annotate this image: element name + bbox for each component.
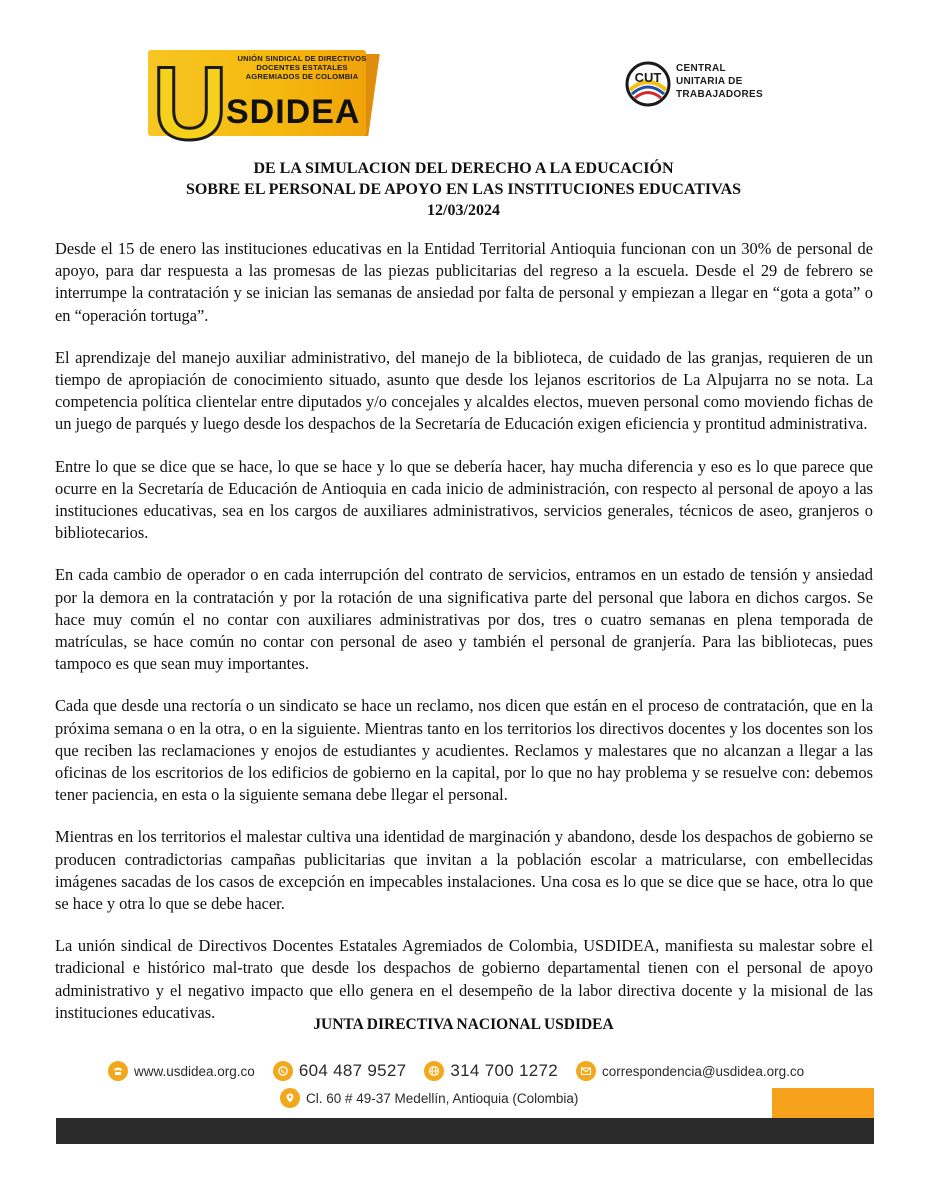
- paragraph: Entre lo que se dice que se hace, lo que se hace y lo que se debería hacer, hay mucha diferencia y eso es lo que parece que ocurre en la Secretaría de Educación de Antioquia en cada inicio de administración, con respecto al personal de apoyo a las instituciones educativas, sea en los cargos de auxiliares administrativos, servicios generales, técnicos de aseo, granjeros o bibliotecarios.: [55, 456, 873, 543]
- footer-address: [280, 1086, 596, 1110]
- logo-letter-u: U: [152, 46, 228, 162]
- cut-name-line: UNITARIA DE: [676, 76, 743, 87]
- email-text: correspondencia@usdidea.org.co: [602, 1063, 805, 1079]
- paragraph: El aprendizaje del manejo auxiliar administrativo, del manejo de la biblioteca, de cuidado de las granjas, requieren de un tiempo de apropiación de conocimiento situado, asunto que desde los lejanos escritorios de La Alpujarra no se nota. La competencia política clientelar entre diputados y/o concejales y alcaldes electos, mueven personal como moviendo fichas de un juego de parqués y luego desde los despachos de la Secretaría de Educación exigen eficiencia y prontitud administrativa.: [55, 347, 873, 434]
- footer-phone-2[interactable]: [424, 1061, 558, 1081]
- title-line-1: DE LA SIMULACION DEL DERECHO A LA EDUCACIÓN: [253, 160, 674, 177]
- cut-name: [676, 62, 786, 101]
- paragraph: Cada que desde una rectoría o un sindicato se hace un reclamo, nos dicen que están en el proceso de contratación, que en la próxima semana o en la otra, o en la siguiente. Mientras tanto en los territorios los directivos docentes y los docentes son los que reciben las reclamaciones y enojos de estudiantes y acudientes. Reclamos y malestares que no alcanzan a llegar a las oficinas de los escritorios de los edificios de gobierno en la capital, por lo que no hay problema y se resuelve con: debemos tener paciencia, en esta o la siguiente semana debe llegar el personal.: [55, 696, 873, 805]
- cut-name-line: CENTRAL: [676, 63, 726, 74]
- logo-tagline-line: AGREMIADOS DE COLOMBIA: [245, 72, 359, 81]
- cut-emblem-text: CUT: [634, 70, 662, 85]
- footer-phone-1[interactable]: [273, 1061, 407, 1081]
- footer-accent-bar: [772, 1088, 874, 1118]
- location-pin-icon: [280, 1088, 300, 1108]
- footer-address-item: [280, 1088, 578, 1108]
- logo-wordmark: SDIDEA: [226, 93, 361, 131]
- document-title: [0, 158, 927, 221]
- whatsapp-icon: [273, 1061, 293, 1081]
- paragraph: Desde el 15 de enero las instituciones educativas en la Entidad Territorial Antioquia funcionan con un 30% de personal de apoyo, para dar respuesta a las promesas de las piezas publicitarias del regreso a la escuela. Desde el 29 de febrero se interrumpe la contratación y se inician las semanas de ansiedad por falta de personal y empiezan a llegar en “gota a gota” o en “operación tortuga”.: [55, 239, 873, 325]
- document-body: [55, 238, 873, 1024]
- globe-phone-icon: [108, 1061, 128, 1081]
- document-date: 12/03/2024: [427, 202, 500, 219]
- logo-tagline-line: DOCENTES ESTATALES: [256, 63, 348, 72]
- paragraph: La unión sindical de Directivos Docentes Estatales Agremiados de Colombia, USDIDEA, manifiesta su malestar sobre el tradicional e histórico mal-trato que desde los despachos de gobierno departamental tienen con el personal de apoyo administrativo y el negativo impacto que ello genera en el desempeño de la labor directiva docente y la misional de las instituciones educativas.: [55, 936, 873, 1022]
- footer-website[interactable]: [108, 1061, 255, 1081]
- paragraph: Mientras en los territorios el malestar cultiva una identidad de marginación y abandono, desde los despachos de gobierno se producen contradictorias campañas publicitarias que invitan a la población escolar a matricularse, con embellecidas imágenes sacadas de los casos de excepción en impecables instalaciones. Una cosa es lo que se dice que se hace, otra lo que se hace y otra lo que se debe hacer.: [55, 827, 873, 914]
- footer-email[interactable]: [576, 1061, 804, 1081]
- address-text: Cl. 60 # 49-37 Medellín, Antioquia (Colombia): [306, 1090, 579, 1106]
- title-line-2: SOBRE EL PERSONAL DE APOYO EN LAS INSTITUCIONES EDUCATIVAS: [185, 181, 742, 198]
- globe-icon: [424, 1061, 444, 1081]
- footer-contacts: [108, 1058, 822, 1084]
- logo-tagline: [232, 54, 372, 81]
- cut-name-line: TRABAJADORES: [676, 89, 763, 100]
- cut-emblem-icon: [624, 60, 672, 108]
- signature: JUNTA DIRECTIVA NACIONAL USDIDEA: [313, 1016, 614, 1033]
- letterhead: [0, 0, 927, 162]
- paragraph: En cada cambio de operador o en cada interrupción del contrato de servicios, entramos en un estado de tensión y ansiedad por la demora en la contratación y por la rotación de una significativa parte del personal que labora en dichos cargos. Se hace muy común el no contar con auxiliares administrativas por dos, tres o cuatro semanas en plena temporada de matrículas, se hace común no contar con personal de aseo y también el personal de granjería. Para las bibliotecas, pues tampoco es que sean muy importantes.: [55, 565, 873, 674]
- mail-icon: [576, 1061, 596, 1081]
- footer-dark-bar: [56, 1118, 874, 1144]
- phone-2-text: 314 700 1272: [450, 1061, 559, 1080]
- logo-tagline-line: UNIÓN SINDICAL DE DIRECTIVOS: [237, 54, 367, 63]
- website-text: www.usdidea.org.co: [134, 1063, 255, 1079]
- phone-1-text: 604 487 9527: [298, 1061, 407, 1080]
